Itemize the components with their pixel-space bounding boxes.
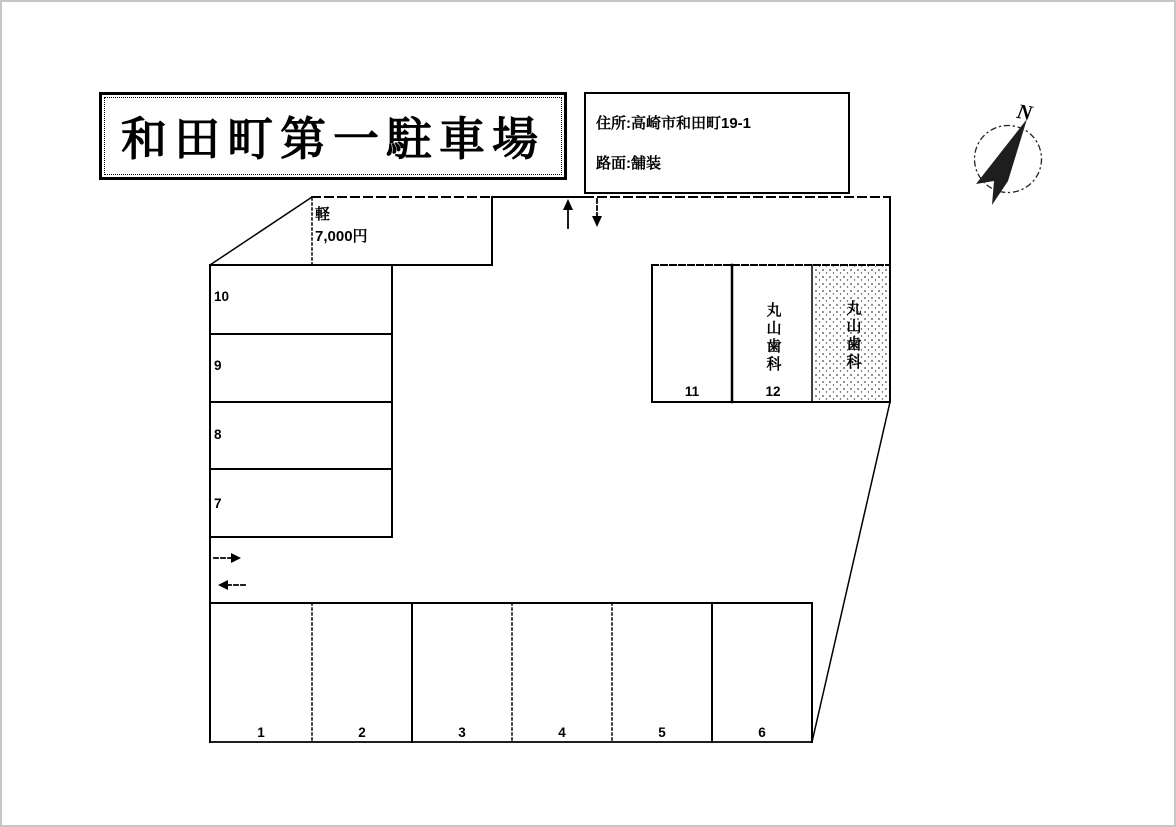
right-arrow-icon (231, 553, 241, 563)
address-text: 住所:高崎市和田町19-1 (596, 114, 752, 132)
title-box (99, 92, 567, 180)
kei-price-label (315, 204, 368, 248)
info-box (584, 92, 850, 194)
space-number-10: 10 (214, 289, 230, 304)
compass-north-label: N (1015, 98, 1035, 126)
space-number-12: 12 (765, 384, 781, 399)
entrance-out-arrow-icon (592, 216, 602, 227)
space-number-1: 1 (257, 725, 265, 740)
kei-vehicle-type: 軽 (315, 206, 331, 223)
driveway-arrows (214, 553, 245, 590)
space-number-8: 8 (214, 427, 222, 442)
space-number-5: 5 (658, 725, 666, 740)
space-number-7: 7 (214, 496, 222, 511)
space-number-9: 9 (214, 358, 222, 373)
space-number-11: 11 (684, 384, 700, 399)
space-number-6: 6 (758, 725, 766, 740)
space-number-2: 2 (358, 725, 366, 740)
entrance-arrows (563, 199, 602, 228)
space-number-3: 3 (458, 725, 466, 740)
tenant-label-space-12: 丸山歯科 (764, 302, 782, 374)
space-number-4: 4 (558, 725, 566, 740)
title-box-inner-border (104, 97, 562, 175)
left-arrow-icon (218, 580, 228, 590)
kei-price: 7,000円 (315, 228, 368, 245)
entrance-in-arrow-icon (563, 199, 573, 210)
tenant-label-shaded-area: 丸山歯科 (844, 300, 862, 372)
bottom-row-spaces (210, 603, 812, 742)
page-title: 和田町第一駐車場 (121, 113, 545, 165)
compass (975, 119, 1042, 205)
left-column-spaces (210, 265, 392, 537)
surface-text: 路面:舗装 (596, 154, 661, 172)
